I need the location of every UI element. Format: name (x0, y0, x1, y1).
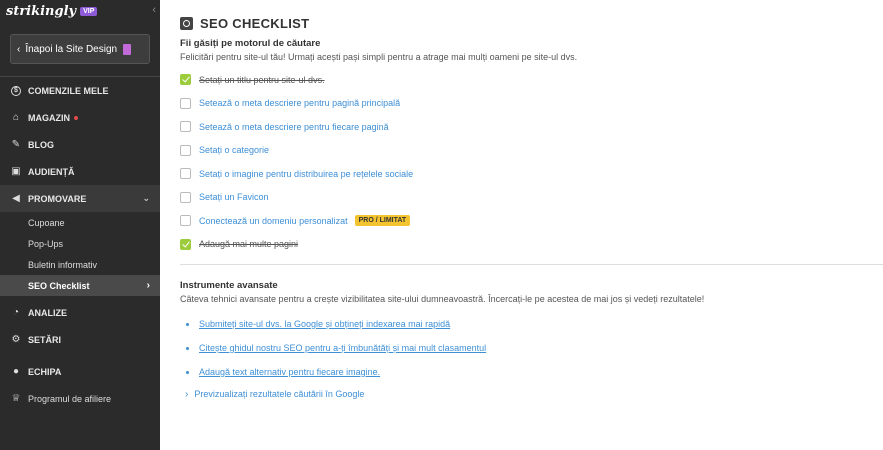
section-heading: Fii găsiți pe motorul de căutare (180, 38, 321, 49)
store-icon: ⌂ (12, 112, 20, 123)
sidebar-item-label: ECHIPA (28, 366, 62, 377)
seo-checklist (180, 68, 883, 256)
link-item (186, 360, 883, 384)
notification-dot (74, 116, 78, 120)
section-divider (180, 264, 883, 265)
address-book-icon: ▣ (11, 166, 21, 177)
checklist-item-link[interactable]: Setează o meta descriere pentru fiecare pagină (199, 121, 389, 132)
checklist-item (180, 115, 883, 139)
submit-to-google-link[interactable]: Submiteți site-ul dvs. la Google și obțineți indexarea mai rapidă (199, 319, 451, 329)
alt-text-link[interactable]: Adaugă text alternativ pentru fiecare imagine. (199, 367, 381, 377)
preview-label: Previzualizați rezultatele căutării în Google (194, 389, 365, 399)
checkbox-checked[interactable] (180, 74, 191, 85)
seo-guide-link[interactable]: Citește ghidul nostru SEO pentru a-ți îmbunătăți și mai mult clasamentul (199, 343, 487, 353)
pie-chart-icon: ◔ (12, 307, 20, 318)
chevron-right-icon: › (185, 388, 189, 400)
checklist-item-label[interactable]: Setați un titlu pentru site-ul dvs. (199, 74, 325, 85)
sidebar-item-affiliate[interactable] (0, 385, 160, 412)
pro-limited-badge: PRO / LIMITAT (355, 215, 411, 226)
checklist-item (180, 162, 883, 186)
checkbox[interactable] (180, 168, 191, 179)
advanced-tools-description: Câteva tehnici avansate pentru a crește vizibilitatea site-ului dumneavoastră. Încercați-le pe acestea de mai jos și vedeți rezultatele! (180, 294, 705, 304)
bullet-icon (186, 347, 189, 350)
back-button-label: Înapoi la Site Design (25, 43, 118, 55)
checkbox[interactable] (180, 215, 191, 226)
checklist-item (180, 209, 883, 233)
bullet-icon (186, 323, 189, 326)
logo[interactable]: strikingly (6, 3, 77, 19)
gear-icon: ⚙ (11, 334, 21, 345)
sidebar-item-audience[interactable] (0, 158, 160, 185)
page-title: SEO CHECKLIST (200, 15, 310, 31)
main-content (160, 0, 883, 450)
sidebar-item-label: Programul de afiliere (28, 393, 112, 404)
checklist-item-label[interactable]: Adaugă mai multe pagini (199, 239, 299, 250)
checklist-item (180, 186, 883, 210)
checklist-item (180, 92, 883, 116)
chevron-left-icon: ‹ (17, 43, 21, 55)
checklist-item (180, 233, 883, 257)
sidebar-item-label: ANALIZE (28, 307, 67, 318)
sidebar-item-settings[interactable] (0, 326, 160, 353)
sidebar-subitem-coupons[interactable]: Cupoane (28, 217, 65, 228)
sidebar-item-orders[interactable] (0, 77, 160, 104)
section-description: Felicitări pentru site-ul tău! Urmați acești pași simpli pentru a atrage mai mulți oameni pe site-ul dvs. (180, 52, 578, 62)
megaphone-icon: ◀ (12, 193, 20, 204)
sidebar-item-analytics[interactable] (0, 299, 160, 326)
checkbox-checked[interactable] (180, 239, 191, 250)
checklist-item-link[interactable]: Setați o categorie (199, 145, 270, 156)
sidebar-item-label: COMENZILE MELE (28, 85, 109, 96)
sidebar-item-label: MAGAZIN (28, 112, 70, 123)
checkbox[interactable] (180, 192, 191, 203)
sidebar-item-promotion[interactable] (0, 185, 160, 212)
pen-icon: ✎ (11, 139, 21, 150)
page-header (180, 14, 883, 32)
bullet-icon (186, 371, 189, 374)
sidebar-subitem-newsletter[interactable]: Buletin informativ (28, 259, 98, 270)
link-item (186, 336, 883, 360)
sidebar-subitem-seo-checklist[interactable] (0, 275, 160, 296)
chevron-down-icon: ⌄ (142, 193, 150, 203)
collapse-sidebar-icon[interactable]: ‹ (152, 4, 156, 16)
sidebar-subitem-label: SEO Checklist (28, 280, 90, 291)
logo-row (0, 0, 160, 22)
vip-badge: VIP (80, 7, 97, 16)
sidebar-item-label: AUDIENȚĂ (28, 166, 75, 177)
advanced-links (180, 312, 883, 384)
site-design-icon (123, 44, 131, 55)
google-preview-toggle[interactable] (180, 385, 883, 403)
sidebar-item-label: PROMOVARE (28, 193, 87, 204)
team-icon: ● (12, 366, 20, 377)
advanced-tools-heading: Instrumente avansate (180, 280, 278, 291)
chevron-right-icon: › (146, 280, 150, 291)
checklist-item-link[interactable]: Setați o imagine pentru distribuirea pe rețelele sociale (199, 168, 414, 179)
checkbox[interactable] (180, 98, 191, 109)
sidebar-nav (0, 77, 160, 412)
back-to-site-design-button[interactable] (10, 34, 150, 64)
sidebar-item-label: SETĂRI (28, 334, 62, 345)
checklist-item (180, 68, 883, 92)
sidebar-item-blog[interactable] (0, 131, 160, 158)
dollar-circle-icon: $ (10, 85, 22, 97)
seo-search-icon (180, 17, 193, 30)
checkbox[interactable] (180, 121, 191, 132)
sidebar (0, 0, 160, 450)
checkbox[interactable] (180, 145, 191, 156)
sidebar-item-store[interactable] (0, 104, 160, 131)
link-item (186, 312, 883, 336)
checklist-item-link[interactable]: Setați un Favicon (199, 192, 269, 203)
checklist-item-link[interactable]: Conectează un domeniu personalizat (199, 215, 348, 226)
sidebar-item-label: BLOG (28, 139, 54, 150)
checklist-item (180, 139, 883, 163)
checklist-item-link[interactable]: Setează o meta descriere pentru pagină principală (199, 98, 401, 109)
trophy-icon: ♕ (11, 393, 21, 404)
sidebar-item-team[interactable] (0, 358, 160, 385)
sidebar-subitem-popups[interactable]: Pop-Ups (28, 238, 64, 249)
